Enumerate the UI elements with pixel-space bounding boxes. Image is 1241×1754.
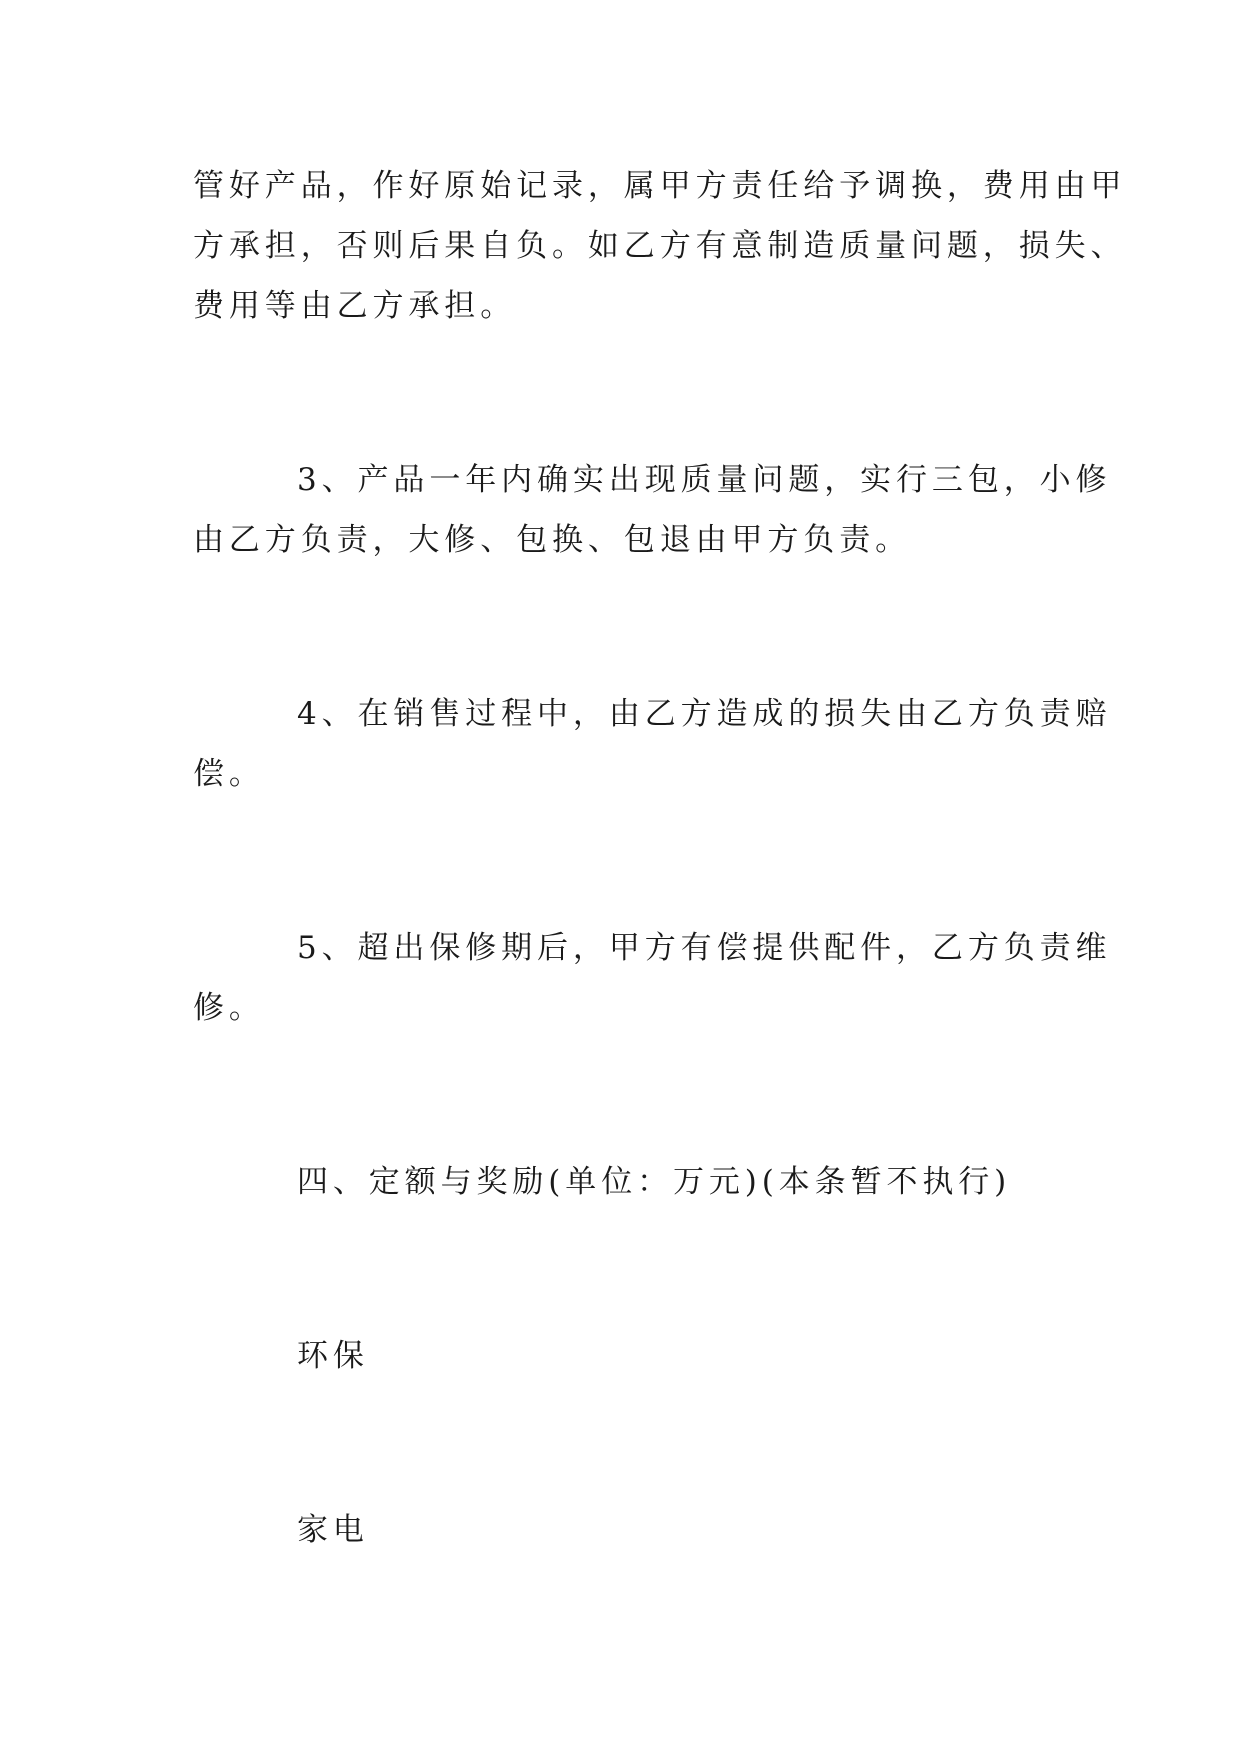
- category-appliances: 家电: [297, 1512, 369, 1548]
- paragraph-1-line-3: 费用等由乙方承担。: [193, 288, 517, 324]
- paragraph-1-line-1: 管好产品，作好原始记录，属甲方责任给予调换，费用由甲: [193, 168, 1127, 204]
- paragraph-3-line-2: 偿。: [193, 756, 265, 792]
- category-environmental: 环保: [297, 1338, 369, 1374]
- paragraph-2-line-2: 由乙方负责，大修、包换、包退由甲方负责。: [193, 522, 911, 558]
- paragraph-3-line-1: 4、在销售过程中，由乙方造成的损失由乙方负责赔: [297, 696, 1112, 732]
- paragraph-1-line-2: 方承担，否则后果自负。如乙方有意制造质量问题，损失、: [193, 228, 1127, 264]
- paragraph-4-line-1: 5、超出保修期后，甲方有偿提供配件，乙方负责维: [297, 930, 1112, 966]
- section-heading: 四、定额与奖励(单位：万元)(本条暂不执行): [297, 1164, 1012, 1200]
- paragraph-4-line-2: 修。: [193, 990, 265, 1026]
- paragraph-2-line-1: 3、产品一年内确实出现质量问题，实行三包，小修: [297, 462, 1112, 498]
